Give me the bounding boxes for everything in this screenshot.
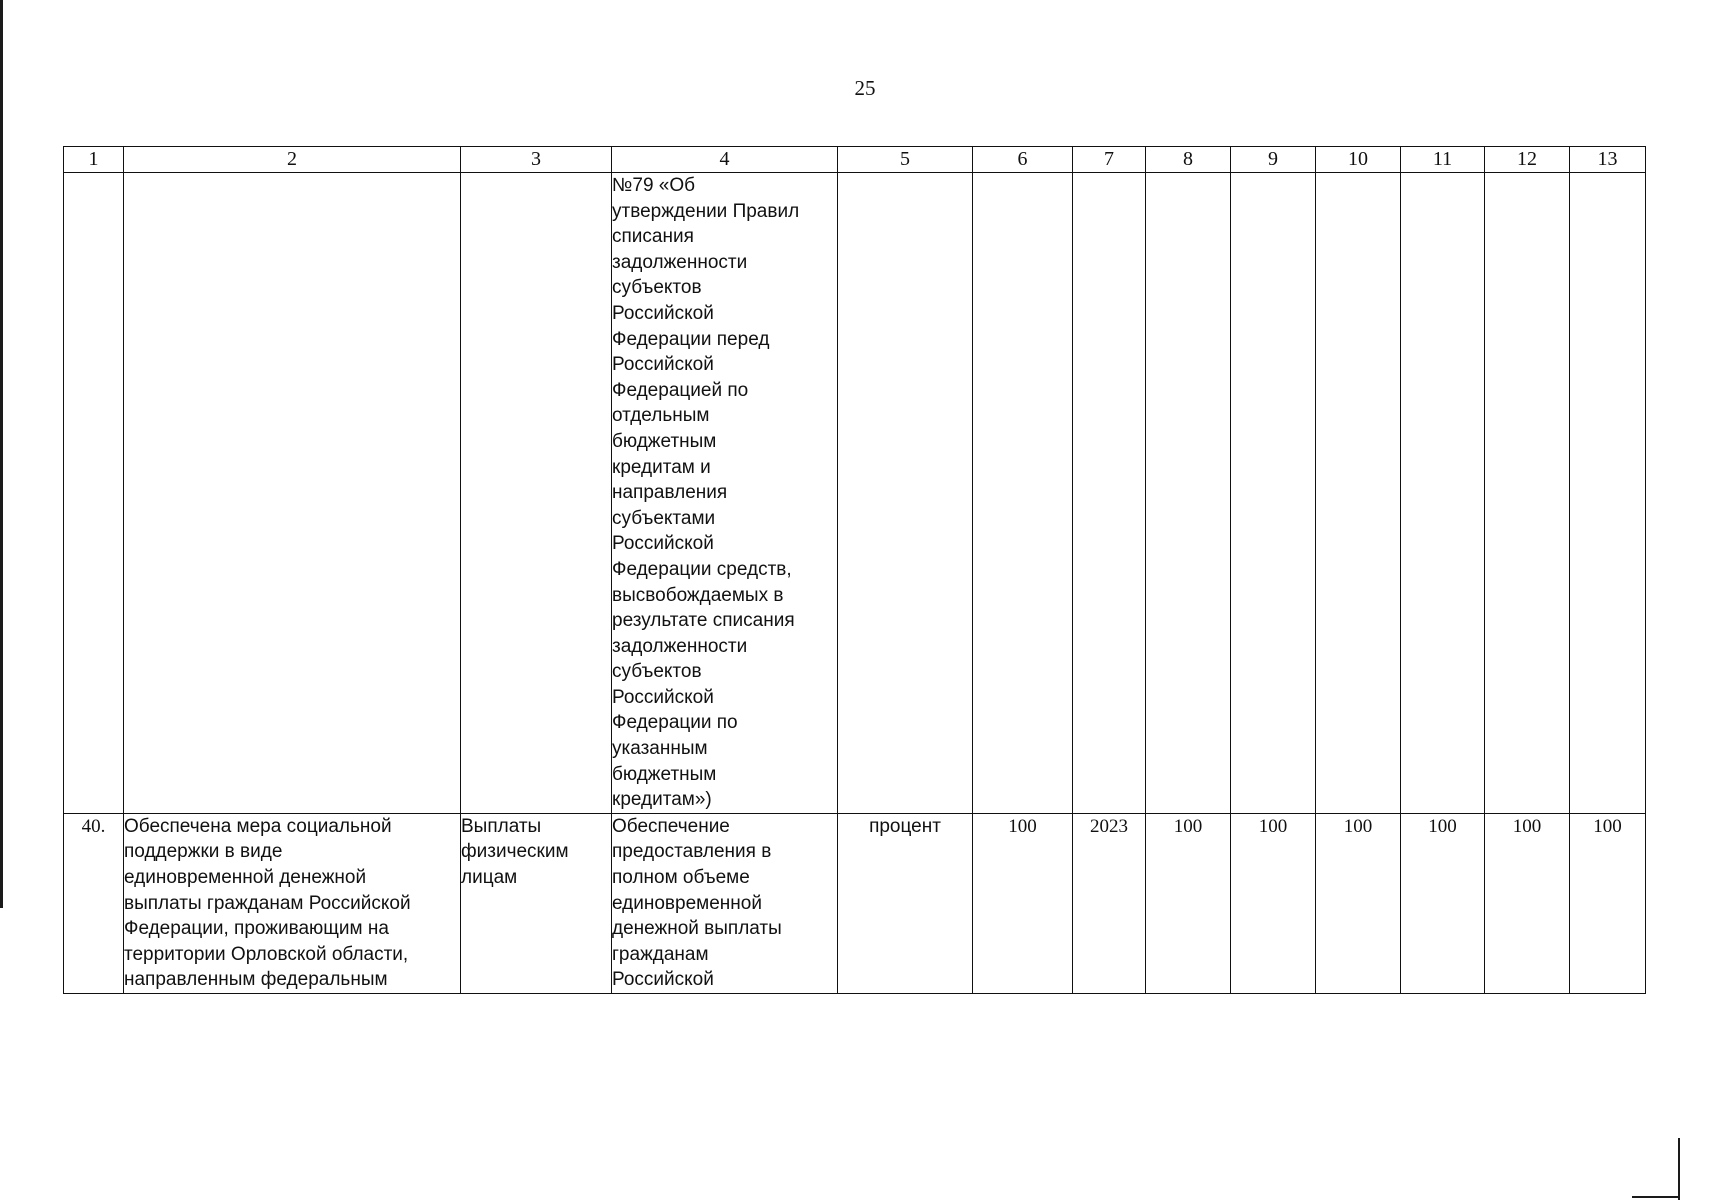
cell-col-11 <box>1401 173 1485 814</box>
cell-col-13 <box>1570 173 1646 814</box>
cell-characteristic: №79 «Об утверждении Правил списания задолженности субъектов Российской Федерации перед Российской Федерацией по отдельным бюджетным кредитам и направления субъектами Российской Федерации средств, высвобождаемых в результате списания задолженности субъектов Российской Федерации по указанным бюджетным кредитам») <box>612 173 838 814</box>
col-header-7: 7 <box>1073 147 1146 173</box>
col-header-1: 1 <box>64 147 124 173</box>
cell-number: 40. <box>64 813 124 993</box>
cell-result <box>124 173 461 814</box>
col-header-12: 12 <box>1485 147 1570 173</box>
cell-event-type: Выплаты физическим лицам <box>461 813 612 993</box>
cell-characteristic: Обеспечение предоставления в полном объеме единовременной денежной выплаты гражданам Российской <box>612 813 838 993</box>
cell-col-7 <box>1073 173 1146 814</box>
cell-col-11: 100 <box>1401 813 1485 993</box>
cell-col-9: 100 <box>1231 813 1316 993</box>
cell-col-12: 100 <box>1485 813 1570 993</box>
cell-col-13: 100 <box>1570 813 1646 993</box>
col-header-13: 13 <box>1570 147 1646 173</box>
col-header-4: 4 <box>612 147 838 173</box>
cell-col-6: 100 <box>973 813 1073 993</box>
cell-unit: процент <box>838 813 973 993</box>
cell-event-type <box>461 173 612 814</box>
cell-col-10 <box>1316 173 1401 814</box>
cell-col-6 <box>973 173 1073 814</box>
col-header-8: 8 <box>1146 147 1231 173</box>
header-row <box>64 147 1646 173</box>
col-header-11: 11 <box>1401 147 1485 173</box>
scan-left-edge <box>0 0 3 908</box>
cell-col-7: 2023 <box>1073 813 1146 993</box>
col-header-2: 2 <box>124 147 461 173</box>
table-row <box>64 813 1646 993</box>
scan-right-edge <box>1678 1138 1680 1200</box>
cell-col-10: 100 <box>1316 813 1401 993</box>
cell-col-8 <box>1146 173 1231 814</box>
col-header-3: 3 <box>461 147 612 173</box>
cell-col-9 <box>1231 173 1316 814</box>
col-header-6: 6 <box>973 147 1073 173</box>
col-header-10: 10 <box>1316 147 1401 173</box>
col-header-5: 5 <box>838 147 973 173</box>
cell-number <box>64 173 124 814</box>
page-number: 25 <box>854 76 876 100</box>
col-header-9: 9 <box>1231 147 1316 173</box>
table-row <box>64 173 1646 814</box>
cell-col-12 <box>1485 173 1570 814</box>
cell-unit <box>838 173 973 814</box>
cell-result: Обеспечена мера социальной поддержки в виде единовременной денежной выплаты гражданам Российской Федерации, проживающим на территории Орловской области, направленным федеральным <box>124 813 461 993</box>
indicators-table <box>63 146 1646 994</box>
cell-col-8: 100 <box>1146 813 1231 993</box>
scan-bottom-edge <box>1632 1196 1680 1198</box>
